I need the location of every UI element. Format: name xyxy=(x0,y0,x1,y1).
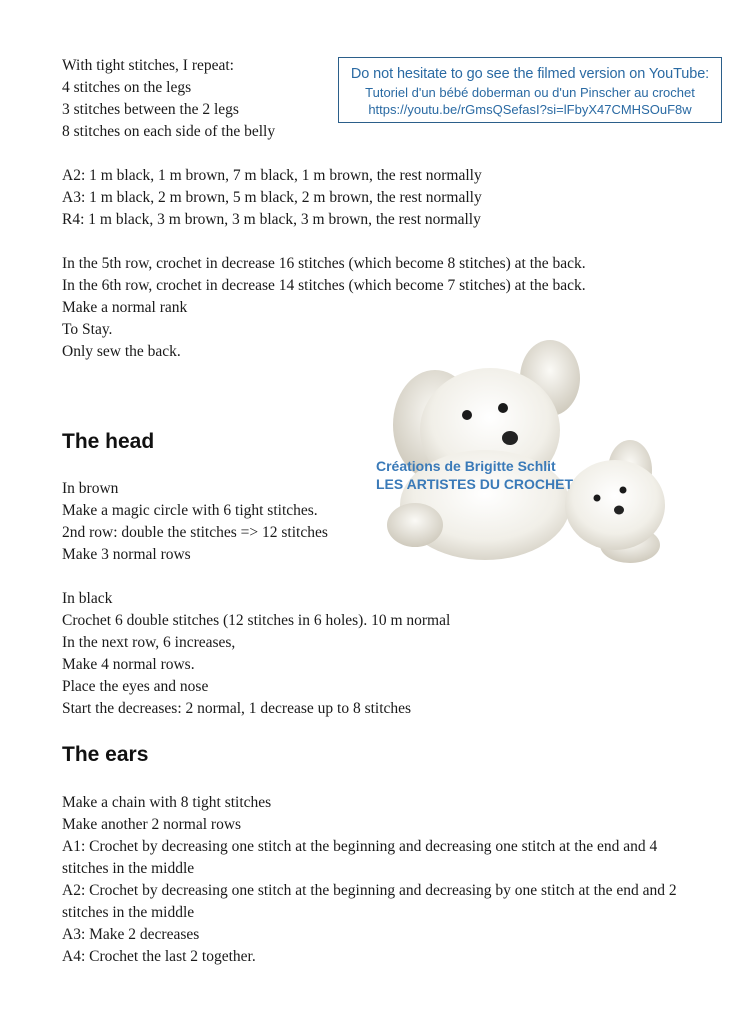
ears-block xyxy=(62,792,682,968)
crochet-dogs-photo xyxy=(375,330,675,580)
head-line: In black xyxy=(62,590,113,607)
ears-heading: The ears xyxy=(62,743,149,766)
intro-line: 4 stitches on the legs xyxy=(62,79,192,96)
ears-line: A3: Make 2 decreases xyxy=(62,926,200,943)
row-instructions xyxy=(62,165,482,231)
head-line: Start the decreases: 2 normal, 1 decrease up to 8 stitches xyxy=(62,700,412,717)
head-line: In the next row, 6 increases, xyxy=(62,634,236,651)
photo-watermark-line: LES ARTISTES DU CROCHET xyxy=(376,476,574,492)
head-line: Make 3 normal rows xyxy=(62,546,191,563)
row-line: A2: 1 m black, 1 m brown, 7 m black, 1 m brown, the rest normally xyxy=(62,167,482,184)
head-line: Crochet 6 double stitches (12 stitches in 6 holes). 10 m normal xyxy=(62,612,451,629)
decrease-line: In the 5th row, crochet in decrease 16 stitches (which become 8 stitches) at the back. xyxy=(62,255,586,272)
decrease-line: Make a normal rank xyxy=(62,299,188,316)
row-line: R4: 1 m black, 3 m brown, 3 m black, 3 m brown, the rest normally xyxy=(62,211,481,228)
decrease-line: Only sew the back. xyxy=(62,343,181,360)
ears-line: A1: Crochet by decreasing one stitch at the beginning and decreasing one stitch at the end and 4 stitches in the middle xyxy=(62,838,658,877)
head-brown-block xyxy=(62,478,328,566)
ears-line: A2: Crochet by decreasing one stitch at the beginning and decreasing by one stitch at the end and 2 stitches in the middle xyxy=(62,882,677,921)
photo-watermark-line: Créations de Brigitte Schlit xyxy=(376,458,556,474)
head-line: 2nd row: double the stitches => 12 stitches xyxy=(62,524,328,541)
head-heading: The head xyxy=(62,430,155,453)
ears-line: Make a chain with 8 tight stitches xyxy=(62,794,272,811)
small-dog xyxy=(565,440,665,550)
youtube-info-box xyxy=(338,57,722,123)
head-line: Make a magic circle with 6 tight stitches. xyxy=(62,502,318,519)
decrease-line: To Stay. xyxy=(62,321,113,338)
decrease-line: In the 6th row, crochet in decrease 14 stitches (which become 7 stitches) at the back. xyxy=(62,277,586,294)
intro-line: 3 stitches between the 2 legs xyxy=(62,101,239,118)
ears-line: Make another 2 normal rows xyxy=(62,816,242,833)
row-line: A3: 1 m black, 2 m brown, 5 m black, 2 m brown, the rest normally xyxy=(62,189,482,206)
head-line: Make 4 normal rows. xyxy=(62,656,195,673)
ears-line: A4: Crochet the last 2 together. xyxy=(62,948,256,965)
head-line: Place the eyes and nose xyxy=(62,678,209,695)
head-line: In brown xyxy=(62,480,119,497)
intro-line: 8 stitches on each side of the belly xyxy=(62,123,276,140)
head-black-block xyxy=(62,588,450,720)
intro-block xyxy=(62,55,275,143)
youtube-link[interactable]: https://youtu.be/rGmsQSefasI?si=lFbyX47CMHSOuF8w xyxy=(368,102,692,117)
youtube-box-title: Do not hesitate to go see the filmed version on YouTube: xyxy=(350,66,710,82)
youtube-box-subtitle: Tutoriel d'un bébé doberman ou d'un Pinscher au crochet xyxy=(365,85,695,100)
intro-line: With tight stitches, I repeat: xyxy=(62,57,234,74)
